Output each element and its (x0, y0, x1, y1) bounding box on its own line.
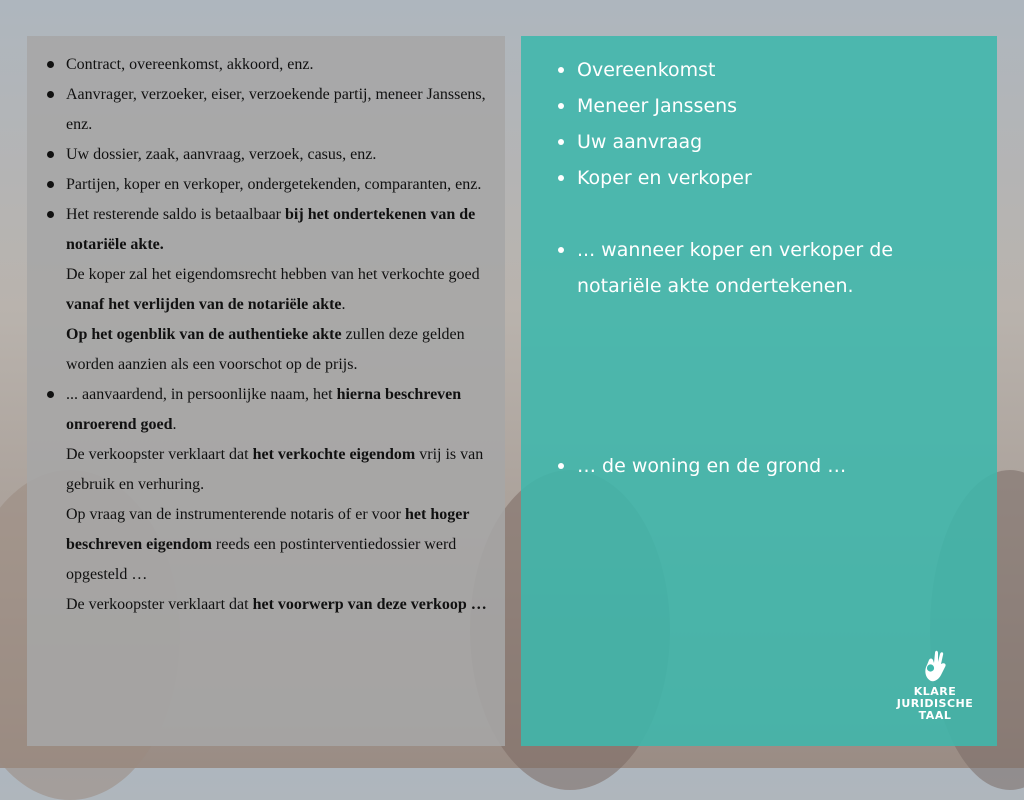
legal-term-bold: vanaf het verlijden van de notariële akte (66, 296, 342, 313)
plain-language-panel (521, 36, 997, 746)
legal-text: Uw dossier, zaak, aanvraag, verzoek, casus, enz. (66, 146, 377, 163)
plain-item: ... wanneer koper en verkoper de notariële akte ondertekenen. (521, 232, 961, 304)
legal-text-line (66, 380, 493, 440)
legal-text-line (66, 440, 493, 500)
legal-jargon-item (45, 380, 493, 620)
legal-text-line (66, 260, 493, 320)
ok-hand-icon (922, 648, 948, 682)
legal-text-line (66, 590, 493, 620)
legal-jargon-item (45, 170, 493, 200)
legal-text-line (66, 80, 493, 140)
legal-text: De verkoopster verklaart dat (66, 446, 253, 463)
legal-text: De verkoopster verklaart dat (66, 596, 253, 613)
plain-language-list-3 (521, 448, 961, 484)
legal-jargon-list (45, 50, 493, 620)
legal-text: Contract, overeenkomst, akkoord, enz. (66, 56, 314, 73)
legal-text-line (66, 320, 493, 380)
legal-text-line (66, 200, 493, 260)
legal-text: De koper zal het eigendomsrecht hebben van het verkochte goed (66, 266, 480, 283)
legal-text: vrij is van gebruik en verhuring. (66, 446, 484, 493)
logo-line-2: JURIDISCHE (896, 697, 974, 710)
legal-text: Aanvrager, verzoeker, eiser, verzoekende partij, meneer Janssens, enz. (66, 86, 486, 133)
legal-term-bold: Op het ogenblik van de authentieke akte (66, 326, 342, 343)
plain-language-list-1 (521, 52, 961, 196)
legal-term-bold: bij het ondertekenen van de notariële akte. (66, 206, 476, 253)
plain-item: Overeenkomst (521, 52, 961, 88)
plain-item: … de woning en de grond … (521, 448, 961, 484)
legal-text-line (66, 50, 493, 80)
legal-jargon-item (45, 140, 493, 170)
legal-jargon-item (45, 50, 493, 80)
logo-line-1: KLARE (913, 685, 957, 698)
plain-item: Uw aanvraag (521, 124, 961, 160)
legal-text: Het resterende saldo is betaalbaar (66, 206, 286, 223)
legal-text-line (66, 140, 493, 170)
legal-term-bold: hierna beschreven onroerend goed (66, 386, 462, 433)
legal-text-line (66, 500, 493, 590)
legal-jargon-item (45, 80, 493, 140)
plain-item: Koper en verkoper (521, 160, 961, 196)
plain-language-list-2 (521, 232, 961, 304)
legal-text: . (172, 416, 177, 433)
legal-term-bold: het hoger beschreven eigendom (66, 506, 470, 553)
legal-text: Partijen, koper en verkoper, ondergetekenden, comparanten, enz. (66, 176, 482, 193)
legal-jargon-item (45, 200, 493, 380)
legal-text: reeds een postinterventiedossier werd opgesteld … (66, 536, 457, 583)
legal-term-bold: het voorwerp van deze verkoop … (252, 596, 487, 613)
legal-text: Op vraag van de instrumenterende notaris of er voor (66, 506, 405, 523)
klare-juridische-taal-logo (880, 648, 990, 722)
logo-line-3: TAAL (918, 709, 952, 722)
legal-jargon-panel (27, 36, 505, 746)
legal-text: ... aanvaardend, in persoonlijke naam, het (66, 386, 337, 403)
legal-text-line (66, 170, 493, 200)
legal-text: . (341, 296, 346, 313)
legal-text: zullen deze gelden worden aanzien als een voorschot op de prijs. (66, 326, 465, 373)
legal-term-bold: het verkochte eigendom (252, 446, 416, 463)
plain-item: Meneer Janssens (521, 88, 961, 124)
